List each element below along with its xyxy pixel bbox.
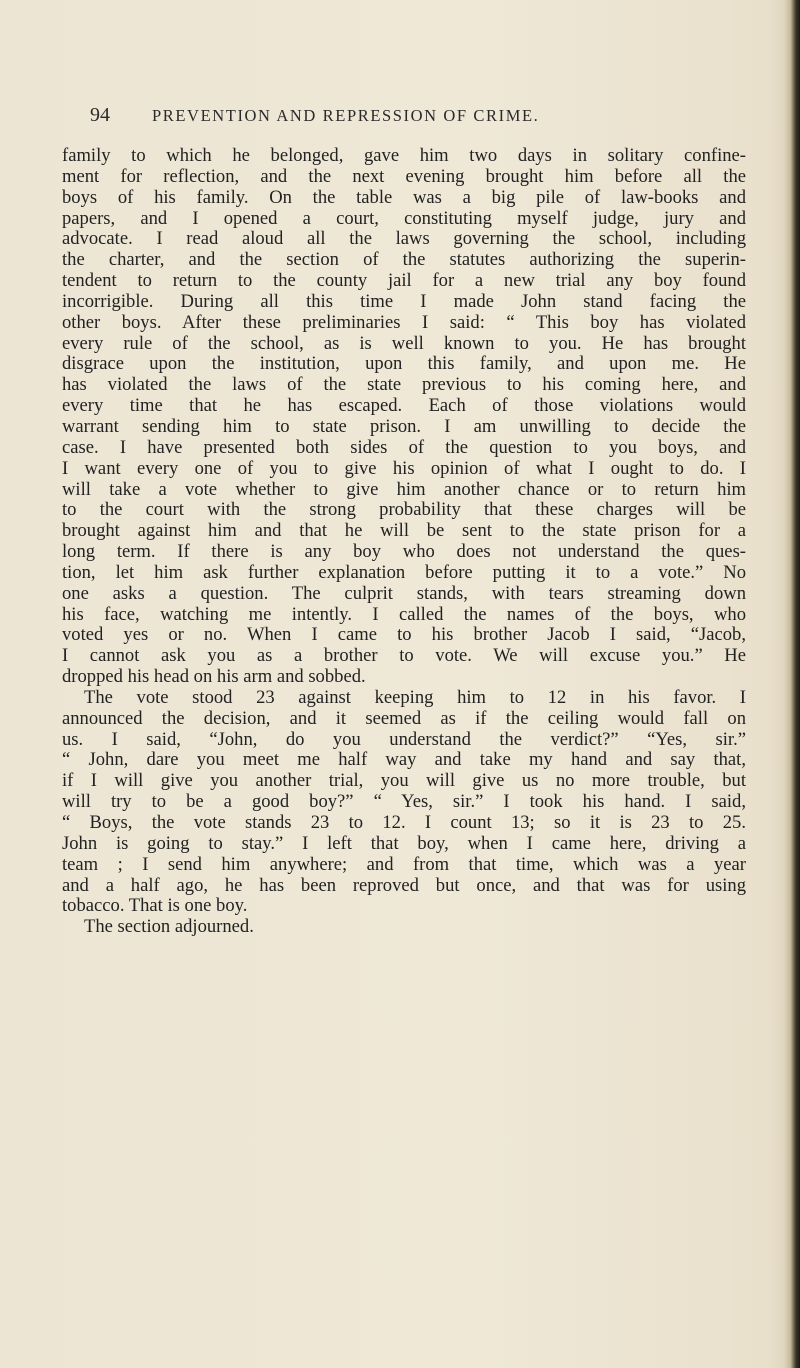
text-line: ment for reflection, and the next evening brought him before all the — [62, 165, 746, 187]
text-line: one asks a question. The culprit stands, with tears streaming down — [62, 582, 746, 604]
text-line: The vote stood 23 against keeping him to 12 in his favor. I — [84, 686, 746, 708]
text-line: tendent to return to the county jail for a new trial any boy found — [62, 270, 746, 292]
text-line: his face, watching me intently. I called the names of the boys, who — [62, 603, 746, 625]
text-line: I cannot ask you as a brother to vote. We will excuse you.” He — [62, 645, 746, 667]
text-line: brought against him and that he will be sent to the state prison for a — [62, 520, 746, 542]
text-line: and a half ago, he has been reproved but once, and that was for using — [62, 874, 746, 896]
text-line: advocate. I read aloud all the laws governing the school, including — [62, 228, 746, 250]
text-line: if I will give you another trial, you will give us no more trouble, but — [62, 770, 746, 792]
text-line: voted yes or no. When I came to his brother Jacob I said, “Jacob, — [62, 624, 746, 646]
text-line: tobacco. That is one boy. — [62, 895, 248, 917]
text-line: team ; I send him anywhere; and from that time, which was a year — [62, 853, 746, 875]
text-line: case. I have presented both sides of the question to you boys, and — [62, 436, 746, 458]
running-title: PREVENTION AND REPRESSION OF CRIME. — [152, 106, 540, 125]
text-line: “ John, dare you meet me half way and take my hand and say that, — [62, 749, 746, 771]
text-line: dropped his head on his arm and sobbed. — [62, 666, 366, 688]
text-line: every rule of the school, as is well known to you. He has brought — [62, 332, 746, 354]
text-line: tion, let him ask further explanation before putting it to a vote.” No — [62, 561, 746, 583]
text-line: to the court with the strong probability that these charges will be — [62, 499, 746, 521]
text-line: I want every one of you to give his opinion of what I ought to do. I — [62, 457, 746, 479]
text-line: The section adjourned. — [84, 916, 254, 938]
text-line: warrant sending him to state prison. I am unwilling to decide the — [62, 415, 746, 437]
text-line: boys of his family. On the table was a big pile of law-books and — [62, 186, 746, 208]
running-head — [90, 104, 690, 128]
text-line: incorrigible. During all this time I made John stand facing the — [62, 290, 746, 312]
text-line: other boys. After these preliminaries I said: “ This boy has violated — [62, 311, 746, 333]
text-line: the charter, and the section of the statutes authorizing the superin- — [62, 249, 746, 271]
page-number: 94 — [90, 104, 110, 126]
text-line: John is going to stay.” I left that boy, when I came here, driving a — [62, 832, 746, 854]
text-line: long term. If there is any boy who does not understand the ques- — [62, 541, 746, 563]
text-line: papers, and I opened a court, constituting myself judge, jury and — [62, 207, 746, 229]
text-line: has violated the laws of the state previous to his coming here, and — [62, 374, 746, 396]
text-line: us. I said, “John, do you understand the verdict?” “Yes, sir.” — [62, 728, 746, 750]
text-line: announced the decision, and it seemed as if the ceiling would fall on — [62, 707, 746, 729]
page-binding-edge — [784, 0, 800, 1368]
text-line: every time that he has escaped. Each of those violations would — [62, 395, 746, 417]
body-text — [62, 146, 746, 938]
text-line: will take a vote whether to give him another chance or to return him — [62, 478, 746, 500]
text-line: “ Boys, the vote stands 23 to 12. I count 13; so it is 23 to 25. — [62, 812, 746, 833]
text-line: disgrace upon the institution, upon this family, and upon me. He — [62, 353, 746, 375]
text-line: will try to be a good boy?” “ Yes, sir.” I took his hand. I said, — [62, 791, 746, 813]
text-line: family to which he belonged, gave him two days in solitary confine- — [62, 145, 746, 166]
